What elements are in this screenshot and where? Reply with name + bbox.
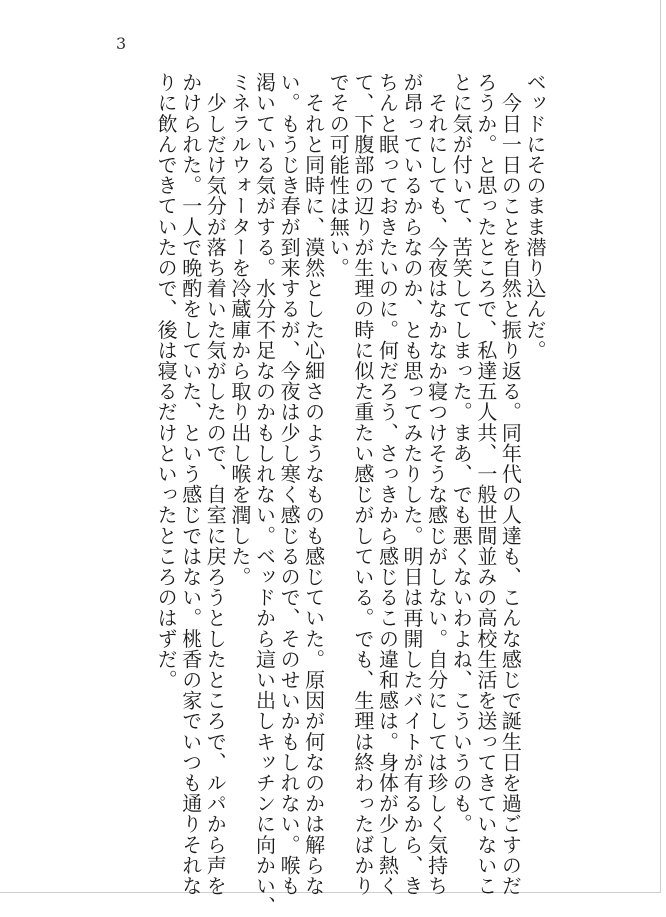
text-line: それにしても、今夜はなかなか寝つけそうな感じがしない。自分にしては珍しく気持ち <box>424 72 449 896</box>
paragraph <box>522 72 547 862</box>
text-line: ろうか。と思ったところで、私達五人共、一般世間並みの高校生活を送ってきていないこ <box>473 72 498 896</box>
paragraph <box>154 72 228 896</box>
paragraph <box>449 72 523 896</box>
text-line: とに気が付いて、苦笑してしまった。まあ、でも悪くないわよね、こういうのも。 <box>449 72 474 835</box>
text-line: い。もうじき春が到来するが、今夜は少し寒く感じるので、そのせいかもしれない。喉も <box>277 72 302 896</box>
text-line: 少しだけ気分が落ち着いた気がしたので、自室に戻ろうとしたところで、ルパから声を <box>203 72 228 896</box>
text-line: それと同時に、漠然とした心細さのようなものも感じていた。原因が何なのかは解らな <box>301 72 326 896</box>
text-line: かけられた。一人で晩酌をしていた、という感じではない。桃香の家でいつも通りそれな <box>178 72 203 896</box>
text-line: でその可能性は無い。 <box>326 72 351 278</box>
text-line: ミネラルウォーターを冷蔵庫から取り出し喉を潤した。 <box>227 72 252 587</box>
text-line: ちんと眠っておきたいのに。何だろう、さっきから感じるこの違和感は。身体が少し熱く <box>375 72 400 896</box>
text-line: 今日一日のことを自然と振り返る。同年代の人達も、こんな感じで誕生日を過ごすのだ <box>498 72 523 896</box>
text-line: ベッドにそのまま潜り込んだ。 <box>523 72 547 361</box>
paragraph <box>227 72 326 917</box>
text-line: 渇いている気がする。水分不足なのかもしれない。ベッドから這い出しキッチンに向かい、 <box>252 72 277 917</box>
body-text <box>154 72 548 917</box>
text-line: りに飲んできていたので、後は寝るだけといったところのはずだ。 <box>154 72 179 690</box>
page-number: 3 <box>116 34 127 53</box>
paragraph <box>326 72 449 896</box>
text-line: て、下腹部の辺りが生理の時に似た重たい感じがしている。でも、生理は終わったばかり <box>350 72 375 896</box>
text-line: が昂っているからなのか、とも思ってみたりした。明日は再開したバイトが有るから、き <box>400 72 425 896</box>
